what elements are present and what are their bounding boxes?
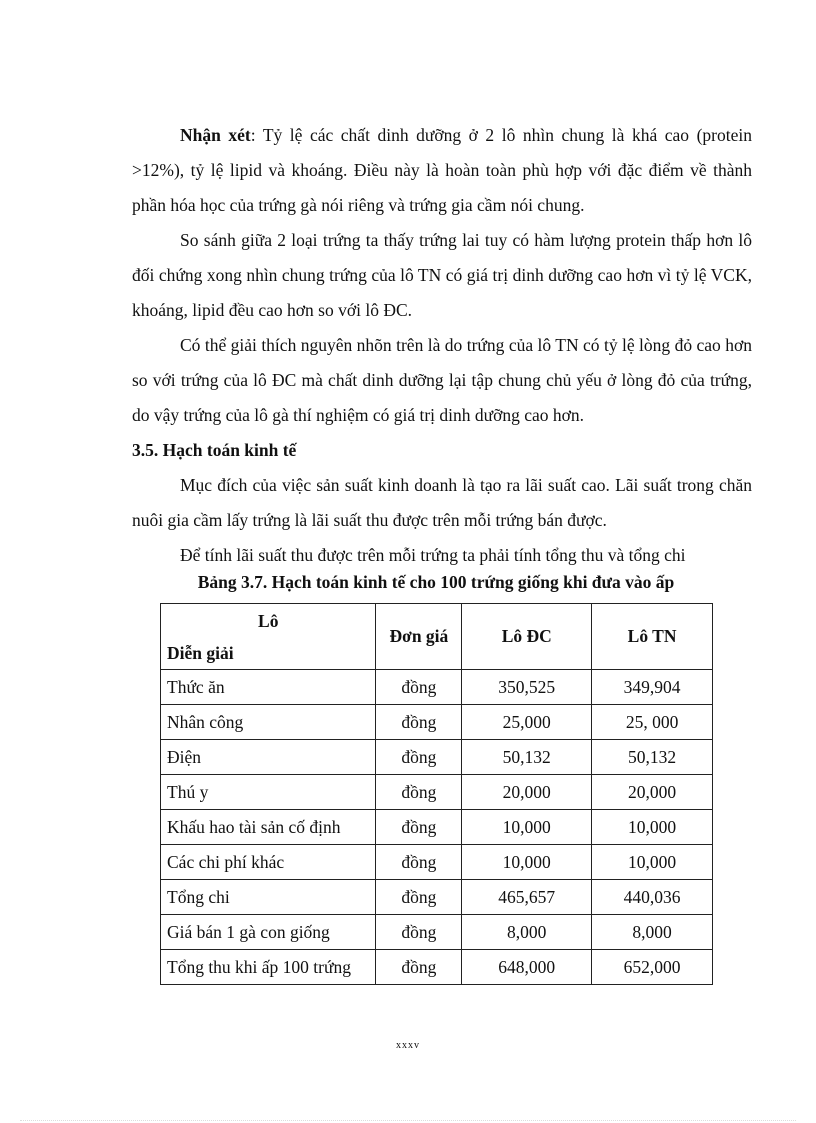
row-item: Tổng chi: [161, 880, 376, 915]
row-item: Điện: [161, 740, 376, 775]
row-item: Khấu hao tài sản cố định: [161, 810, 376, 845]
row-tn-value: 10,000: [592, 810, 713, 845]
table-row: [161, 915, 713, 950]
row-unit: đồng: [376, 810, 462, 845]
row-unit: đồng: [376, 775, 462, 810]
page-bottom-divider: [20, 1120, 796, 1121]
economic-table: [160, 603, 713, 985]
remark-label: Nhận xét: [180, 125, 251, 145]
table-row: [161, 670, 713, 705]
row-dc-value: 648,000: [462, 950, 592, 985]
row-tn-value: 652,000: [592, 950, 713, 985]
row-unit: đồng: [376, 915, 462, 950]
paragraph-purpose: Mục đích của việc sản suất kinh doanh là tạo ra lãi suất cao. Lãi suất trong chăn nuôi gia cầm lấy trứng là lãi suất thu được trên mỗi trứng bán được.: [132, 475, 752, 530]
header-dien-giai: Diễn giải: [167, 642, 234, 663]
row-tn-value: 349,904: [592, 670, 713, 705]
row-unit: đồng: [376, 705, 462, 740]
header-lo-dc: Lô ĐC: [462, 604, 592, 670]
table-header-row: [161, 604, 713, 670]
remark-text: : Tỷ lệ các chất dinh dưỡng ở 2 lô nhìn chung là khá cao (protein >12%), tỷ lệ lipid và khoáng. Điều này là hoàn toàn phù hợp với đặc điểm về thành phần hóa học của trứng gà nói riêng và trứng gia cầm nói chung.: [132, 125, 752, 215]
row-dc-value: 10,000: [462, 845, 592, 880]
header-don-gia: Đơn giá: [376, 604, 462, 670]
table-row: [161, 705, 713, 740]
row-dc-value: 10,000: [462, 810, 592, 845]
table-row: [161, 845, 713, 880]
paragraph-explanation: Có thể giải thích nguyên nhõn trên là do trứng của lô TN có tỷ lệ lòng đỏ cao hơn so với trứng của lô ĐC mà chất dinh dưỡng lại tập chung chủ yếu ở lòng đỏ của trứng, do vậy trứng của lô gà thí nghiệm có giá trị dinh dưỡng cao hơn.: [132, 335, 752, 425]
row-dc-value: 465,657: [462, 880, 592, 915]
row-unit: đồng: [376, 950, 462, 985]
header-lo-dien-giai: [161, 604, 376, 670]
row-item: Thú y: [161, 775, 376, 810]
section-heading: 3.5. Hạch toán kinh tế: [132, 440, 297, 460]
row-tn-value: 25, 000: [592, 705, 713, 740]
table-caption: Bảng 3.7. Hạch toán kinh tế cho 100 trứng giống khi đưa vào ấp: [197, 572, 675, 592]
row-unit: đồng: [376, 845, 462, 880]
row-dc-value: 20,000: [462, 775, 592, 810]
row-tn-value: 8,000: [592, 915, 713, 950]
table-row: [161, 775, 713, 810]
paragraph-comparison: So sánh giữa 2 loại trứng ta thấy trứng lai tuy có hàm lượng protein thấp hơn lô đối chứng xong nhìn chung trứng của lô TN có giá trị dinh dưỡng cao hơn vì tỷ lệ VCK, khoáng, lipid đều cao hơn so với lô ĐC.: [132, 230, 752, 320]
row-item: Tổng thu khi ấp 100 trứng: [161, 950, 376, 985]
table-row: [161, 810, 713, 845]
row-item: Nhân công: [161, 705, 376, 740]
row-unit: đồng: [376, 880, 462, 915]
row-item: Giá bán 1 gà con giống: [161, 915, 376, 950]
row-dc-value: 8,000: [462, 915, 592, 950]
header-lo-tn: Lô TN: [592, 604, 713, 670]
paragraph-method: Để tính lãi suất thu được trên mỗi trứng ta phải tính tổng thu và tổng chi: [180, 545, 686, 565]
body-text: [132, 118, 752, 573]
row-tn-value: 20,000: [592, 775, 713, 810]
row-tn-value: 50,132: [592, 740, 713, 775]
row-item: Thức ăn: [161, 670, 376, 705]
table-row: [161, 880, 713, 915]
header-lo: Lô: [258, 610, 279, 631]
table-row: [161, 740, 713, 775]
row-tn-value: 440,036: [592, 880, 713, 915]
row-item: Các chi phí khác: [161, 845, 376, 880]
paragraph-remark: [132, 118, 752, 223]
row-unit: đồng: [376, 670, 462, 705]
row-tn-value: 10,000: [592, 845, 713, 880]
page-number: xxxv: [396, 1040, 420, 1051]
row-dc-value: 25,000: [462, 705, 592, 740]
row-dc-value: 350,525: [462, 670, 592, 705]
row-unit: đồng: [376, 740, 462, 775]
row-dc-value: 50,132: [462, 740, 592, 775]
table-row: [161, 950, 713, 985]
